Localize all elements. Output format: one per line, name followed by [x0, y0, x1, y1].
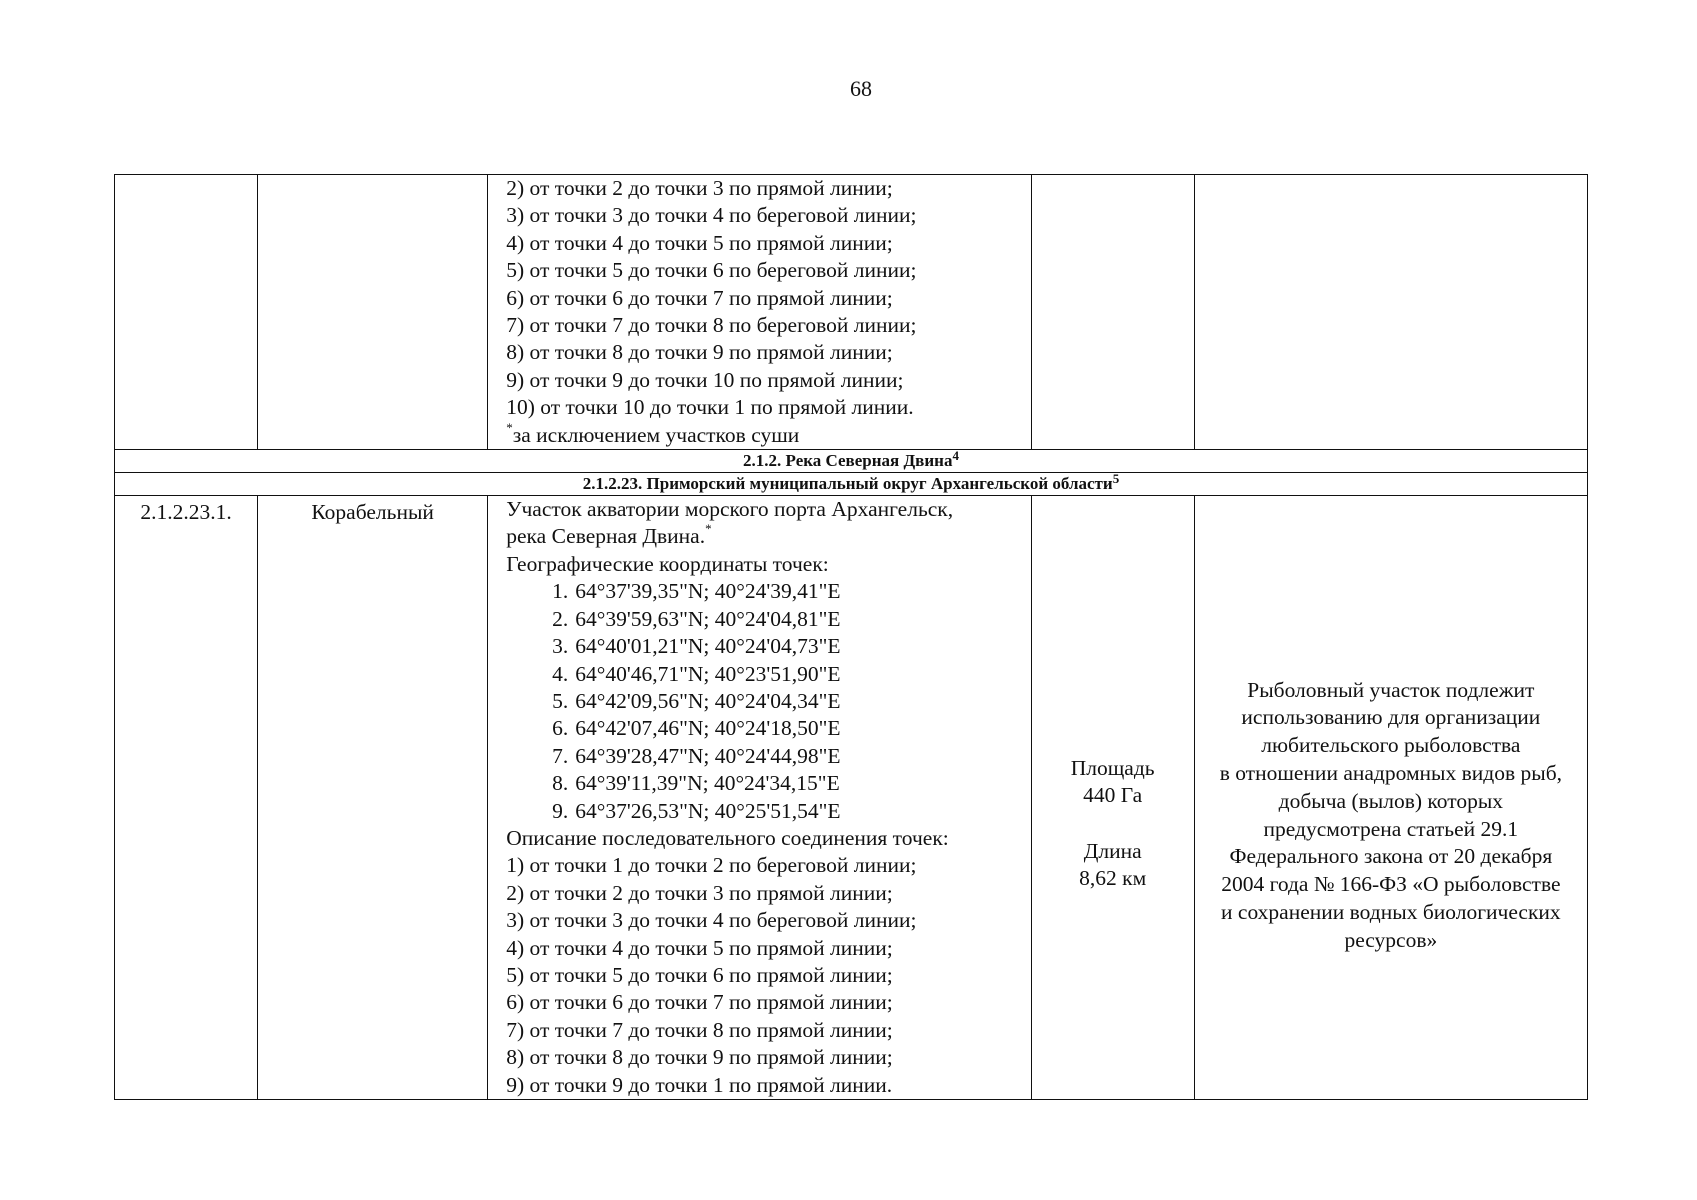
description-text: река Северная Двина. — [506, 524, 706, 549]
note-line: Федерального закона от 20 декабря — [1229, 844, 1553, 869]
continuation-description-cell — [488, 175, 1031, 450]
coordinate-value: 64°40'46,71"N; 40°23'51,90"E — [575, 661, 841, 686]
area-label: Площадь — [1070, 755, 1155, 780]
coordinate-number: 8. — [552, 771, 569, 796]
entry-area-cell — [1031, 496, 1194, 1100]
note-line: и сохранении водных биологических — [1221, 899, 1561, 924]
entry-name: Корабельный — [258, 496, 488, 1100]
connection-line: 6) от точки 6 до точки 7 по прямой линии; — [506, 285, 893, 310]
connection-line: 10) от точки 10 до точки 1 по прямой линии. — [506, 395, 914, 420]
section-district-row — [115, 473, 1588, 496]
description-line — [506, 523, 1026, 550]
coordinate-item — [506, 770, 1026, 797]
coordinate-value: 64°42'07,46"N; 40°24'18,50"E — [575, 716, 841, 741]
coordinate-item — [506, 688, 1026, 715]
coordinate-value: 64°39'11,39"N; 40°24'34,15"E — [575, 771, 840, 796]
connection-line: 8) от точки 8 до точки 9 по прямой линии; — [506, 340, 893, 365]
section-river-footnote-ref: 4 — [952, 448, 959, 464]
connection-line: 5) от точки 5 до точки 6 по прямой линии; — [506, 962, 893, 987]
note-text — [1197, 677, 1585, 955]
section-district-title: 2.1.2.23. Приморский муниципальный округ Архангельской области — [582, 474, 1113, 494]
footnote-mark: * — [506, 419, 513, 435]
coordinate-item — [506, 661, 1026, 688]
continuation-note-cell — [1194, 175, 1587, 450]
section-river-row — [115, 450, 1588, 473]
connection-line: 4) от точки 4 до точки 5 по прямой линии; — [506, 230, 893, 255]
footnote-text: за исключением участков суши — [512, 422, 800, 447]
entry-row — [115, 496, 1588, 1100]
connection-line: 5) от точки 5 до точки 6 по береговой линии; — [506, 258, 917, 283]
coordinate-number: 3. — [552, 634, 569, 659]
coordinate-item — [506, 798, 1026, 825]
connection-line: 9) от точки 9 до точки 1 по прямой линии. — [506, 1072, 893, 1097]
coordinate-number: 4. — [552, 661, 569, 686]
continuation-area-cell — [1031, 175, 1194, 450]
note-line: добыча (вылов) которых — [1278, 788, 1504, 813]
note-line: в отношении анадромных видов рыб, — [1219, 760, 1563, 785]
coordinate-value: 64°39'59,63"N; 40°24'04,81"E — [575, 606, 841, 631]
entry-code: 2.1.2.23.1. — [115, 496, 258, 1100]
coordinate-item — [506, 633, 1026, 660]
coordinate-item — [506, 606, 1026, 633]
note-line: Рыболовный участок подлежит — [1247, 677, 1535, 702]
continuation-code-cell — [115, 175, 258, 450]
area-value: 440 Га — [1083, 783, 1143, 808]
connection-line: 1) от точки 1 до точки 2 по береговой линии; — [506, 853, 917, 878]
coordinate-number: 1. — [552, 579, 569, 604]
coordinate-item — [506, 715, 1026, 742]
connection-line: 6) от точки 6 до точки 7 по прямой линии; — [506, 990, 893, 1015]
coordinate-value: 64°42'09,56"N; 40°24'04,34"E — [575, 688, 841, 713]
description-line: Участок акватории морского порта Архангельск, — [506, 497, 954, 522]
area-block — [1032, 755, 1194, 893]
coordinate-number: 7. — [552, 743, 569, 768]
note-line: использованию для организации — [1241, 705, 1541, 730]
coordinate-item — [506, 743, 1026, 770]
note-line: любительского рыболовства — [1261, 733, 1521, 758]
coordinate-number: 9. — [552, 798, 569, 823]
section-district-heading — [115, 473, 1588, 496]
connection-line: 7) от точки 7 до точки 8 по береговой линии; — [506, 313, 917, 338]
length-label: Длина — [1083, 838, 1142, 863]
coordinate-value: 64°39'28,47"N; 40°24'44,98"E — [575, 743, 841, 768]
note-line: ресурсов» — [1344, 927, 1438, 952]
section-river-heading — [115, 450, 1588, 473]
footnote-mark: * — [705, 521, 712, 537]
connection-line: 2) от точки 2 до точки 3 по прямой линии; — [506, 176, 893, 200]
connection-line: 2) от точки 2 до точки 3 по прямой линии; — [506, 880, 893, 905]
length-value: 8,62 км — [1079, 865, 1147, 890]
connection-line: 9) от точки 9 до точки 10 по прямой линии; — [506, 367, 904, 392]
coordinate-number: 2. — [552, 606, 569, 631]
connection-line: 3) от точки 3 до точки 4 по береговой линии; — [506, 908, 917, 933]
section-river-title: 2.1.2. Река Северная Двина — [743, 451, 953, 471]
connection-line: 7) от точки 7 до точки 8 по прямой линии; — [506, 1017, 893, 1042]
coordinate-number: 6. — [552, 716, 569, 741]
entry-note-cell — [1194, 496, 1587, 1100]
fishing-areas-table — [114, 174, 1588, 1100]
page-number: 68 — [850, 76, 872, 101]
coordinate-number: 5. — [552, 688, 569, 713]
coordinates-heading: Географические координаты точек: — [506, 551, 829, 576]
coordinate-value: 64°37'39,35"N; 40°24'39,41"E — [575, 579, 841, 604]
note-line: 2004 года № 166-ФЗ «О рыболовстве — [1221, 872, 1561, 897]
coordinate-item — [506, 578, 1026, 605]
note-line: предусмотрена статьей 29.1 — [1263, 816, 1519, 841]
connection-line: 3) от точки 3 до точки 4 по береговой линии; — [506, 203, 917, 228]
connection-line: 4) от точки 4 до точки 5 по прямой линии; — [506, 935, 893, 960]
footnote-line — [506, 419, 1026, 449]
entry-description-cell — [488, 496, 1031, 1100]
connection-line: 8) от точки 8 до точки 9 по прямой линии; — [506, 1045, 893, 1070]
coordinate-value: 64°37'26,53"N; 40°25'51,54"E — [575, 798, 841, 823]
continuation-row — [115, 175, 1588, 450]
connections-heading: Описание последовательного соединения точек: — [506, 825, 949, 850]
section-district-footnote-ref: 5 — [1112, 471, 1120, 487]
coordinate-value: 64°40'01,21"N; 40°24'04,73"E — [575, 634, 841, 659]
continuation-name-cell — [258, 175, 488, 450]
